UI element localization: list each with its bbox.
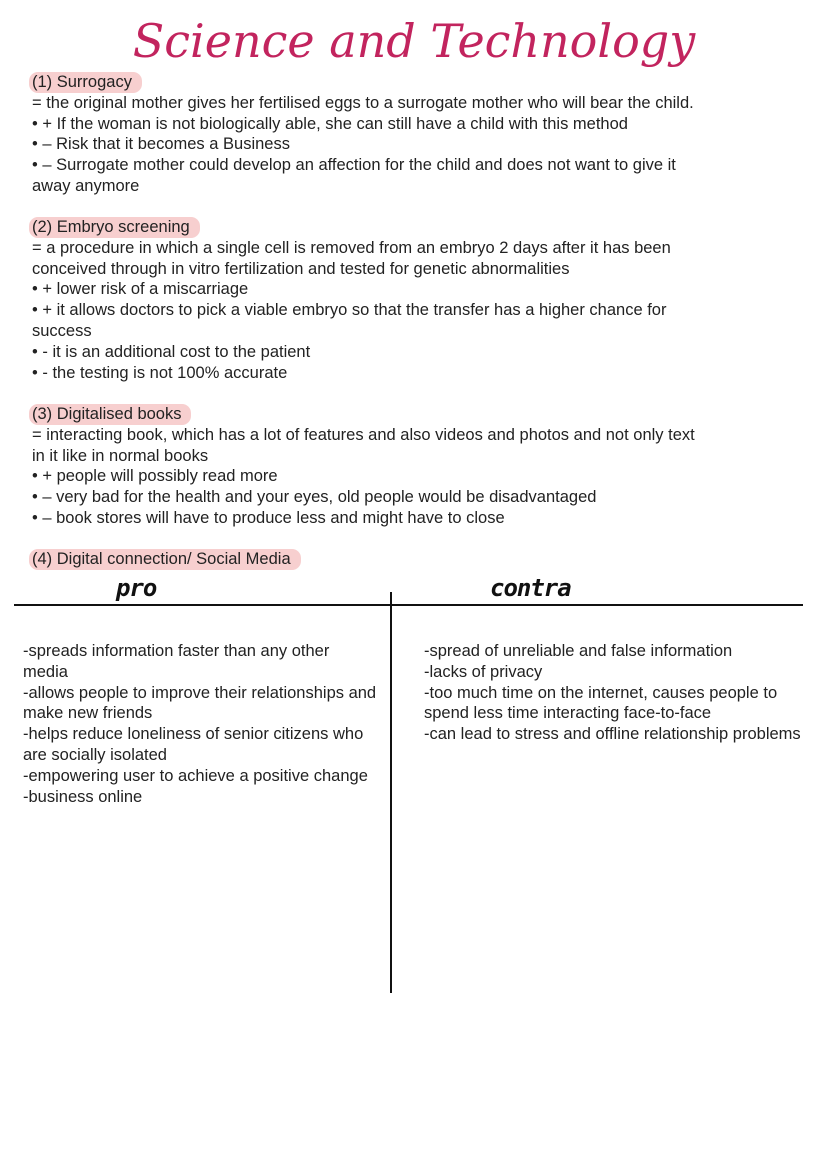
pro-item: -empowering user to achieve a positive change bbox=[23, 766, 368, 785]
pro-point: • + it allows doctors to pick a viable embryo so that the transfer has a higher chance for bbox=[32, 301, 667, 320]
definition-line: = a procedure in which a single cell is removed from an embryo 2 days after it has been bbox=[32, 238, 671, 257]
contra-item: -too much time on the internet, causes people to spend less time interacting face-to-face bbox=[424, 683, 778, 723]
section-surrogacy bbox=[32, 72, 802, 197]
pro-point: • + people will possibly read more bbox=[32, 467, 278, 486]
con-point-continuation: away anymore bbox=[32, 176, 140, 195]
definition-line-continuation: in it like in normal books bbox=[32, 446, 209, 465]
pro-item: -spreads information faster than any other media bbox=[23, 642, 330, 681]
pro-item: -helps reduce loneliness of senior citizens who are socially isolated bbox=[23, 725, 364, 764]
section-heading: (3) Digitalised books bbox=[29, 404, 191, 425]
section-heading: (2) Embryo screening bbox=[29, 217, 200, 238]
contra-item: -lacks of privacy bbox=[424, 662, 543, 681]
section-digitalised-books bbox=[32, 404, 802, 529]
contra-item: -can lead to stress and offline relationship problems bbox=[424, 725, 801, 744]
definition-line: = interacting book, which has a lot of features and also videos and photos and not only text bbox=[32, 425, 695, 444]
pro-column-label: pro bbox=[116, 574, 157, 602]
con-point: • – Surrogate mother could develop an affection for the child and does not want to give it bbox=[32, 156, 676, 175]
section-social-media bbox=[32, 549, 301, 570]
page-title: Science and Technology bbox=[132, 14, 696, 68]
pro-point: • + lower risk of a miscarriage bbox=[32, 280, 249, 299]
con-point: • - the testing is not 100% accurate bbox=[32, 363, 288, 382]
section-heading: (1) Surrogacy bbox=[29, 72, 142, 93]
table-vertical-rule bbox=[390, 592, 392, 993]
pro-point-continuation: success bbox=[32, 321, 92, 340]
pro-item: -business online bbox=[23, 787, 143, 806]
contra-column-label: contra bbox=[490, 574, 571, 602]
definition-line: = the original mother gives her fertilised eggs to a surrogate mother who will bear the child. bbox=[32, 93, 694, 112]
con-point: • - it is an additional cost to the patient bbox=[32, 342, 311, 361]
con-point: • – book stores will have to produce less and might have to close bbox=[32, 508, 505, 527]
table-horizontal-rule bbox=[14, 604, 803, 606]
pro-item: -allows people to improve their relationships and make new friends bbox=[23, 683, 377, 723]
con-point: • – very bad for the health and your eyes, old people would be disadvantaged bbox=[32, 488, 597, 507]
section-heading: (4) Digital connection/ Social Media bbox=[29, 549, 301, 570]
definition-line-continuation: conceived through in vitro fertilization and tested for genetic abnormalities bbox=[32, 259, 570, 278]
pro-list bbox=[23, 641, 378, 807]
pro-point: • + If the woman is not biologically able, she can still have a child with this method bbox=[32, 114, 628, 133]
section-embryo-screening bbox=[32, 217, 802, 383]
contra-list bbox=[424, 641, 816, 745]
contra-item: -spread of unreliable and false information bbox=[424, 642, 733, 660]
con-point: • – Risk that it becomes a Business bbox=[32, 135, 290, 154]
